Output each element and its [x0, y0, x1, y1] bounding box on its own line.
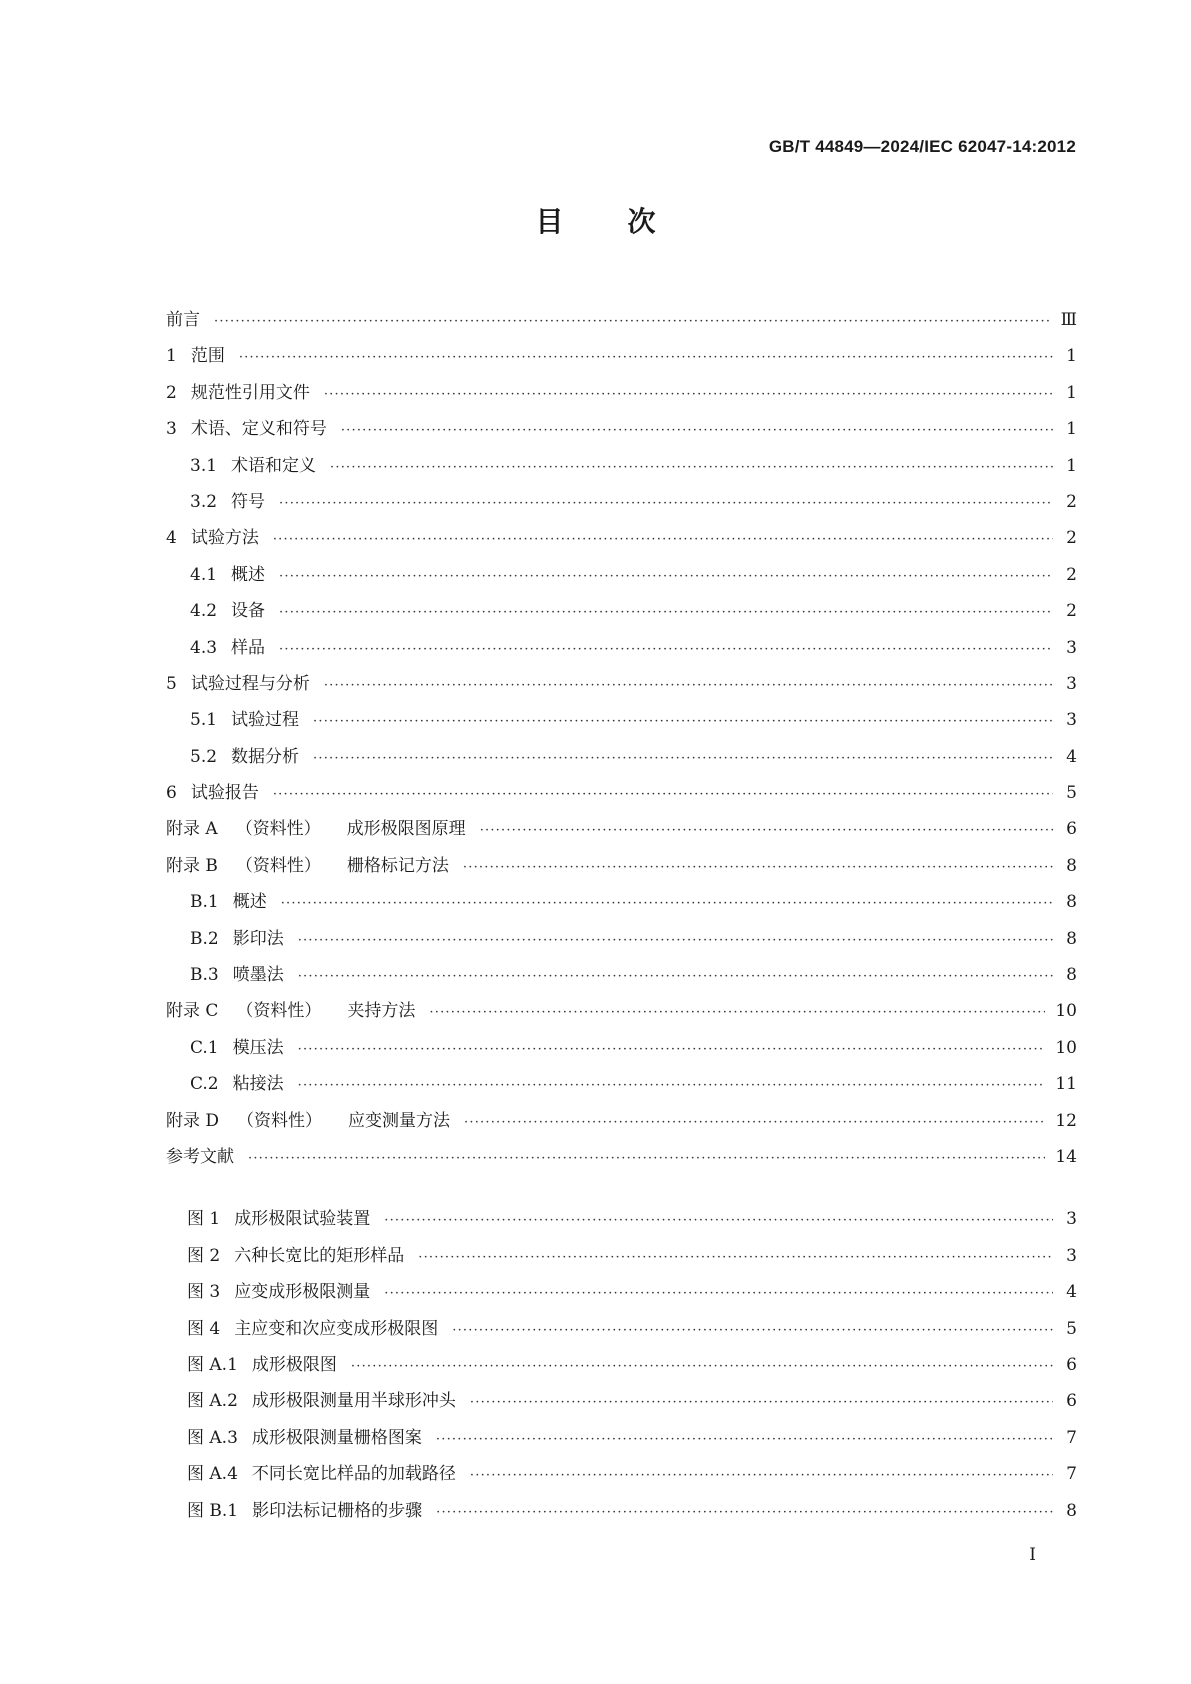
toc-entry[interactable] [166, 996, 1077, 1032]
toc-leader-dots [384, 1213, 1053, 1228]
toc-entry-page: 3 [1066, 1209, 1077, 1230]
toc-entry-label: 成形极限测量用半球形冲头 [251, 1391, 456, 1412]
toc-entry-annex-type: （资料性） [235, 819, 321, 840]
toc-entry-label: 概述 [231, 564, 266, 585]
toc-entry-number: 图 2 [187, 1245, 221, 1266]
toc-entry-label: 喷墨法 [232, 965, 284, 986]
toc-leader-dots [279, 605, 1053, 620]
toc-leader-dots [341, 423, 1053, 438]
toc-entry-number: 2 [166, 382, 177, 403]
toc-entry-number: 5.1 [190, 710, 218, 731]
toc-leader-dots [214, 314, 1051, 329]
toc-entry-page: 1 [1066, 455, 1077, 476]
toc-entry-number: C.1 [190, 1037, 219, 1058]
toc-entry-label: 概述 [232, 892, 267, 913]
toc-entry-label: 应变成形极限测量 [234, 1282, 371, 1303]
toc-entry[interactable] [166, 414, 1077, 450]
toc-leader-dots [330, 460, 1053, 475]
toc-entry[interactable] [166, 1350, 1077, 1386]
toc-entry[interactable] [166, 851, 1077, 887]
toc-entry-label: 规范性引用文件 [190, 382, 310, 403]
toc-entry-label: 影印法 [232, 928, 284, 949]
toc-entry-number: 图 A.3 [187, 1427, 238, 1448]
toc-entry-page: 3 [1066, 1245, 1077, 1266]
toc-entry-page: 10 [1055, 1001, 1077, 1022]
toc-entry-number: 图 A.2 [187, 1391, 238, 1412]
toc-entry[interactable] [166, 305, 1077, 341]
toc-entry-label: 试验过程与分析 [190, 673, 310, 694]
toc-entry-number: 4.3 [190, 637, 218, 658]
toc-entry-number: B.1 [190, 892, 219, 913]
toc-entry-page: 8 [1066, 855, 1077, 876]
toc-entry-page: 2 [1066, 491, 1077, 512]
toc-entry-page: 5 [1066, 783, 1077, 804]
toc-entry-page: 7 [1066, 1427, 1077, 1448]
toc-leader-dots [298, 969, 1053, 984]
toc-entry-page: 8 [1066, 965, 1077, 986]
toc-entry-number: 附录 A [166, 819, 218, 840]
toc-entry[interactable] [166, 1386, 1077, 1422]
toc-leader-dots [313, 751, 1053, 766]
toc-entry-annex-type: （资料性） [235, 855, 321, 876]
toc-entry-page: 8 [1066, 928, 1077, 949]
toc-entry-page: 11 [1055, 1074, 1077, 1095]
toc-entry[interactable] [166, 1069, 1077, 1105]
toc-leader-dots [480, 823, 1053, 838]
toc-entry-page: 6 [1066, 1391, 1077, 1412]
toc-entry-page: 8 [1066, 1500, 1077, 1521]
toc-entry-number: 图 A.4 [187, 1464, 238, 1485]
toc-leader-dots [324, 678, 1053, 693]
toc-entry-number: B.2 [190, 928, 219, 949]
toc-entry[interactable] [166, 1241, 1077, 1277]
toc-entry-number: 图 4 [187, 1318, 221, 1339]
toc-entry[interactable] [166, 1459, 1077, 1495]
toc-entry[interactable] [166, 451, 1077, 487]
toc-leader-dots [436, 1432, 1053, 1447]
title-part-2: 次 [627, 205, 656, 238]
toc-entry[interactable] [166, 742, 1077, 778]
toc-entry-page: 5 [1066, 1318, 1077, 1339]
toc-entry[interactable] [166, 778, 1077, 814]
toc-entry-label: 数据分析 [231, 746, 300, 767]
toc-leader-dots [298, 933, 1053, 948]
toc-entry-annex-type: （资料性） [236, 1001, 322, 1022]
toc-entry-page: 4 [1066, 746, 1077, 767]
toc-entry[interactable] [166, 1277, 1077, 1313]
toc-leader-dots [273, 532, 1053, 547]
toc-entry-label: 样品 [231, 637, 266, 658]
toc-entry-label: 范围 [190, 346, 225, 367]
toc-entry-number: 4.2 [190, 601, 218, 622]
toc-entry-number: 3 [166, 419, 177, 440]
standard-code: GB/T 44849—2024/IEC 62047-14:2012 [768, 137, 1076, 156]
toc-entry-annex-type: （资料性） [237, 1110, 323, 1131]
toc-leader-dots [429, 1005, 1045, 1020]
toc-entry-page: 3 [1066, 710, 1077, 731]
toc-entry-label: 符号 [231, 491, 266, 512]
toc-entry-number: 附录 C [166, 1001, 219, 1022]
toc-leader-dots [279, 642, 1053, 657]
toc-entry-page: 1 [1066, 419, 1077, 440]
toc-entry-page: 6 [1066, 1354, 1077, 1375]
toc-entry-page: 10 [1055, 1037, 1077, 1058]
toc-entry-label: 参考文献 [166, 1146, 234, 1167]
title-part-1: 目 [535, 205, 564, 238]
toc-entry[interactable] [166, 1314, 1077, 1350]
toc-entry[interactable] [166, 924, 1077, 960]
toc-entry-number: 附录 B [166, 855, 218, 876]
toc-entry-label: 栅格标记方法 [346, 855, 449, 876]
toc-leader-dots [248, 1151, 1045, 1166]
toc-entry[interactable] [166, 1106, 1077, 1142]
toc-entry[interactable] [166, 669, 1077, 705]
toc-entry-number: 附录 D [166, 1110, 220, 1131]
toc-leader-dots [470, 1468, 1053, 1483]
toc-entry-page: 12 [1055, 1110, 1077, 1131]
toc-leader-dots [324, 387, 1053, 402]
toc-leader-dots [239, 350, 1053, 365]
toc-entry-number: 图 B.1 [187, 1500, 239, 1521]
toc-entry[interactable] [166, 560, 1077, 596]
toc-entry-label: 成形极限图 [251, 1354, 337, 1375]
toc-leader-dots [298, 1078, 1046, 1093]
toc-leader-dots [279, 496, 1053, 511]
toc-entry-label: 成形极限试验装置 [234, 1209, 371, 1230]
table-of-contents [166, 305, 1077, 1532]
page-title [0, 200, 1191, 240]
toc-entry[interactable] [166, 887, 1077, 923]
toc-leader-dots [273, 787, 1053, 802]
toc-entry-page: 2 [1066, 528, 1077, 549]
toc-entry-label: 成形极限图原理 [346, 819, 466, 840]
toc-entry-label: 前言 [166, 310, 200, 330]
toc-entry-page: Ⅲ [1060, 310, 1077, 330]
toc-entry[interactable] [166, 814, 1077, 850]
toc-entry[interactable] [166, 960, 1077, 996]
toc-entry-number: 图 A.1 [187, 1354, 238, 1375]
toc-entry[interactable] [166, 378, 1077, 414]
toc-entry-page: 1 [1066, 382, 1077, 403]
toc-entry[interactable] [166, 523, 1077, 559]
toc-entry[interactable] [166, 341, 1077, 377]
toc-entry-number: 4.1 [190, 564, 218, 585]
toc-entry[interactable] [166, 633, 1077, 669]
toc-entry[interactable] [166, 705, 1077, 741]
toc-entry-number: B.3 [190, 965, 219, 986]
toc-entry-label: 不同长宽比样品的加载路径 [251, 1464, 456, 1485]
toc-entry[interactable] [166, 1142, 1077, 1178]
toc-entry[interactable] [166, 1033, 1077, 1069]
toc-leader-dots [279, 569, 1053, 584]
toc-entry-label: 应变测量方法 [348, 1110, 451, 1131]
toc-entry-number: 图 1 [187, 1209, 221, 1230]
toc-entry-label: 六种长宽比的矩形样品 [234, 1245, 405, 1266]
toc-entry-label: 影印法标记栅格的步骤 [252, 1500, 423, 1521]
toc-entry-label: 主应变和次应变成形极限图 [234, 1318, 439, 1339]
toc-entry-page: 4 [1066, 1282, 1077, 1303]
toc-entry-number: 1 [166, 346, 177, 367]
toc-entry-number: 5 [166, 673, 177, 694]
toc-entry[interactable] [166, 1204, 1077, 1240]
toc-leader-dots [313, 714, 1053, 729]
toc-entry-page: 1 [1066, 346, 1077, 367]
toc-entry-page: 6 [1066, 819, 1077, 840]
toc-entry-page: 7 [1066, 1464, 1077, 1485]
toc-leader-dots [281, 896, 1053, 911]
toc-entry[interactable] [166, 1496, 1077, 1532]
toc-entry-number: 3.1 [190, 455, 218, 476]
toc-entry-label: 模压法 [232, 1037, 284, 1058]
toc-entry-page: 3 [1066, 673, 1077, 694]
toc-entry-page: 2 [1066, 601, 1077, 622]
toc-entry-number: 图 3 [187, 1282, 221, 1303]
toc-entry-page: 2 [1066, 564, 1077, 585]
toc-entry-number: 3.2 [190, 491, 218, 512]
toc-entry-label: 粘接法 [232, 1074, 284, 1095]
toc-leader-dots [464, 1115, 1045, 1130]
toc-entry-label: 设备 [231, 601, 266, 622]
toc-leader-dots [351, 1359, 1053, 1374]
toc-entry-number: 4 [166, 528, 177, 549]
toc-leader-dots [298, 1042, 1046, 1057]
toc-entry-label: 试验过程 [231, 710, 300, 731]
toc-entry-number: C.2 [190, 1074, 219, 1095]
toc-leader-dots [463, 860, 1053, 875]
toc-leader-dots [384, 1286, 1053, 1301]
toc-entry-label: 试验方法 [190, 528, 259, 549]
toc-entry[interactable] [166, 487, 1077, 523]
toc-entry[interactable] [166, 1423, 1077, 1459]
toc-entry-page: 8 [1066, 892, 1077, 913]
toc-entry-page: 3 [1066, 637, 1077, 658]
toc-entry-number: 5.2 [190, 746, 218, 767]
toc-entry-label: 术语、定义和符号 [190, 419, 327, 440]
page-number: Ⅰ [1029, 1545, 1036, 1565]
toc-entry-label: 夹持方法 [347, 1001, 416, 1022]
toc-entry-label: 试验报告 [190, 783, 259, 804]
toc-leader-dots [418, 1250, 1053, 1265]
toc-leader-dots [470, 1395, 1053, 1410]
toc-leader-dots [436, 1505, 1053, 1520]
section-spacer [166, 1178, 1077, 1204]
toc-entry-label: 成形极限测量栅格图案 [251, 1427, 422, 1448]
toc-entry-label: 术语和定义 [231, 455, 317, 476]
toc-entry-page: 14 [1055, 1146, 1077, 1167]
toc-entry[interactable] [166, 596, 1077, 632]
toc-leader-dots [452, 1323, 1053, 1338]
toc-entry-number: 6 [166, 783, 177, 804]
